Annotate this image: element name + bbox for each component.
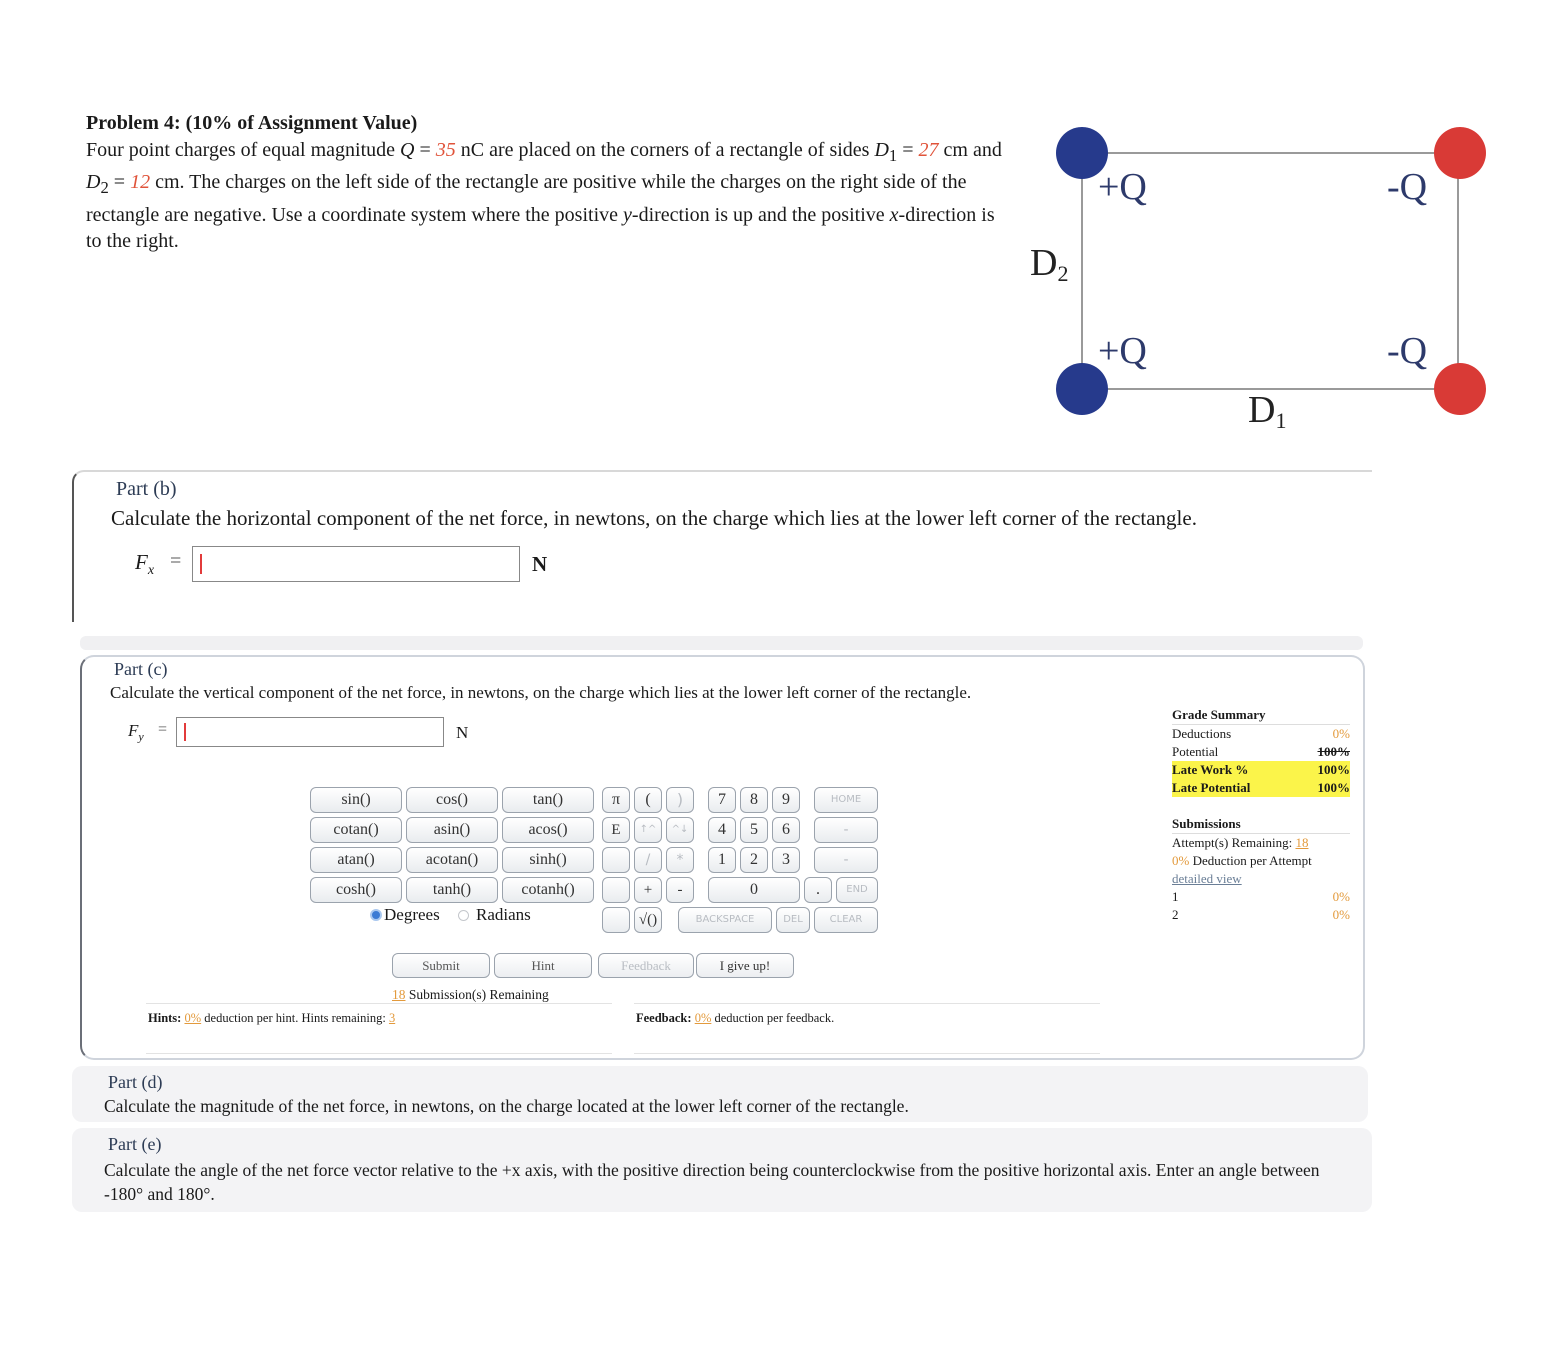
label-bottom-right-charge: -Q [1387, 330, 1428, 372]
late-potential-value: 100% [1317, 780, 1350, 795]
late-work-value: 100% [1317, 762, 1350, 777]
q-symbol: Q [400, 138, 415, 161]
clear-button[interactable]: CLEAR [814, 907, 878, 933]
feedback-info [636, 1011, 834, 1026]
hints-label: Hints: [148, 1011, 182, 1025]
part-b-unit: N [532, 552, 548, 576]
label-d2 [1030, 242, 1068, 286]
cos-button[interactable]: cos() [406, 787, 498, 813]
blank-key-3[interactable] [602, 907, 630, 933]
hints-text: deduction per hint. Hints remaining: [201, 1011, 389, 1025]
blank-key-1[interactable] [602, 847, 630, 873]
charge-top-right [1434, 127, 1486, 179]
up-caret-button[interactable]: ↑^ [634, 817, 662, 843]
part-d-panel[interactable] [72, 1066, 1368, 1122]
atan-button[interactable]: atan() [310, 847, 402, 873]
part-b-var-sub: x [147, 563, 155, 579]
part-d-label: Part (d) [108, 1072, 163, 1092]
detailed-view-link[interactable]: detailed view [1172, 871, 1242, 886]
d2-subscript: 2 [100, 178, 109, 197]
grade-summary [1172, 706, 1350, 924]
attempts-remaining [1172, 834, 1350, 852]
digit-4-button[interactable]: 4 [708, 817, 736, 843]
part-c-question: Calculate the vertical component of the net force, in newtons, on the charge which lies at the lower left corner of the rectangle. [110, 683, 972, 702]
cotan-button[interactable]: cotan() [310, 817, 402, 843]
late-potential-row [1172, 779, 1350, 797]
label-d1 [1248, 389, 1286, 433]
digit-9-button[interactable]: 9 [772, 787, 800, 813]
deductions-value: 0% [1332, 726, 1350, 741]
part-c-var-sub: y [138, 729, 144, 744]
part-b-variable [135, 550, 154, 579]
digit-1-button[interactable]: 1 [708, 847, 736, 873]
attempt-row-1 [1172, 888, 1350, 906]
late-potential-label: Late Potential [1172, 780, 1251, 795]
submissions-title: Submissions [1172, 815, 1350, 834]
blank-key-2[interactable] [602, 877, 630, 903]
part-c-label: Part (c) [114, 659, 168, 679]
deductions-label: Deductions [1172, 726, 1232, 741]
minus-button[interactable]: - [666, 877, 694, 903]
part-c-answer-input[interactable] [176, 717, 444, 747]
end-button[interactable]: END [836, 877, 878, 903]
part-b-panel [72, 470, 1372, 622]
digit-8-button[interactable]: 8 [740, 787, 768, 813]
hints-remaining: 3 [388, 1011, 396, 1025]
part-b-answer-input[interactable] [192, 546, 520, 582]
give-up-button[interactable]: I give up! [696, 953, 794, 978]
plus-button[interactable]: + [634, 877, 662, 903]
cursor-right-button[interactable]: - [814, 847, 878, 873]
label-d2-letter: D [1030, 242, 1058, 284]
part-c-unit: N [456, 723, 469, 742]
submissions-count: 18 [392, 987, 406, 1002]
digit-5-button[interactable]: 5 [740, 817, 768, 843]
potential-row [1172, 743, 1350, 761]
d2-value: 12 [130, 171, 151, 193]
grade-summary-title: Grade Summary [1172, 706, 1350, 725]
part-c-header-bar [80, 636, 1363, 650]
part-c-equals: = [158, 721, 168, 738]
problem-text [86, 137, 1006, 255]
digit-6-button[interactable]: 6 [772, 817, 800, 843]
attempt-number: 2 [1172, 907, 1179, 922]
digit-0-button[interactable]: 0 [708, 877, 800, 903]
part-e-label: Part (e) [108, 1134, 162, 1154]
submit-button[interactable]: Submit [392, 953, 490, 978]
right-paren-button[interactable]: ) [666, 787, 694, 813]
decimal-button[interactable]: . [804, 877, 832, 903]
part-e-panel[interactable] [72, 1128, 1372, 1212]
charge-diagram [1020, 115, 1520, 445]
home-button[interactable]: HOME [814, 787, 878, 813]
submissions-text: Submission(s) Remaining [405, 987, 549, 1002]
degrees-label: Degrees [384, 905, 440, 924]
tan-button[interactable]: tan() [502, 787, 594, 813]
q-value: 35 [435, 138, 456, 161]
radians-label: Radians [476, 905, 531, 924]
d1-subscript: 1 [888, 145, 898, 165]
sinh-button[interactable]: sinh() [502, 847, 594, 873]
part-c-var-letter: F [128, 721, 139, 740]
down-caret-button[interactable]: ^↓ [666, 817, 694, 843]
acotan-button[interactable]: acotan() [406, 847, 498, 873]
part-c-variable [128, 721, 144, 744]
problem-text-3: cm and [938, 138, 1002, 161]
attempt-number: 1 [1172, 889, 1179, 904]
problem-text-2: nC are placed on the corners of a rectangle of sides [455, 138, 875, 161]
left-paren-button[interactable]: ( [634, 787, 662, 813]
tanh-button[interactable]: tanh() [406, 877, 498, 903]
d1-equals: = [897, 138, 919, 161]
text-caret [200, 554, 202, 574]
cursor-left-button[interactable]: - [814, 817, 878, 843]
deduction-pct: 0% [1172, 853, 1190, 868]
delete-button[interactable]: DEL [776, 907, 810, 933]
radians-radio[interactable] [458, 910, 469, 921]
label-d1-sub: 1 [1275, 408, 1287, 433]
backspace-button[interactable]: BACKSPACE [678, 907, 772, 933]
label-top-left-charge: +Q [1098, 166, 1147, 208]
digit-3-button[interactable]: 3 [772, 847, 800, 873]
d2-symbol: D [86, 171, 101, 193]
feedback-divider [634, 1003, 1100, 1004]
part-d-question: Calculate the magnitude of the net force, in newtons, on the charge located at the lower left corner of the rectangle. [104, 1096, 909, 1116]
x-direction: x [889, 203, 899, 226]
part-b-equals: = [170, 550, 182, 572]
feedback-text: deduction per feedback. [711, 1011, 835, 1025]
part-b-question: Calculate the horizontal component of the net force, in newtons, on the charge which lies at the lower left corner of the rectangle. [111, 506, 1197, 530]
cotanh-button[interactable]: cotanh() [502, 877, 594, 903]
hints-pct: 0% [184, 1011, 202, 1025]
attempt-value: 0% [1332, 889, 1350, 904]
text-caret [184, 723, 186, 741]
problem-text-6: -direction is to the right. [86, 203, 995, 252]
part-b-var-letter: F [135, 550, 148, 574]
feedback-pct: 0% [694, 1011, 712, 1025]
hints-info [148, 1011, 395, 1026]
part-b-label: Part (b) [116, 478, 177, 500]
degrees-radio[interactable] [370, 909, 382, 921]
digit-2-button[interactable]: 2 [740, 847, 768, 873]
deduction-text: Deduction per Attempt [1189, 853, 1312, 868]
label-bottom-left-charge: +Q [1098, 330, 1147, 372]
hints-divider [146, 1003, 612, 1004]
deduction-per-attempt [1172, 852, 1350, 870]
problem-text-4: cm. The charges on the left side of the rectangle are positive while the charges on the right side of the rectangle are negative. Use a coordinate system where the positive [86, 171, 967, 226]
label-d1-letter: D [1248, 389, 1276, 431]
sqrt-button[interactable]: √() [634, 907, 662, 933]
problem-text-5: -direction is up and the positive [631, 203, 890, 226]
problem-statement [86, 110, 1006, 255]
late-work-row [1172, 761, 1350, 779]
potential-value: 100% [1317, 744, 1350, 759]
deductions-row [1172, 725, 1350, 743]
hints-divider-bottom [146, 1053, 612, 1054]
asin-button[interactable]: asin() [406, 817, 498, 843]
hint-button[interactable]: Hint [494, 953, 592, 978]
feedback-divider-bottom [634, 1053, 1100, 1054]
attempts-value: 18 [1295, 835, 1309, 850]
exponent-e-button[interactable]: E [602, 817, 630, 843]
sin-button[interactable]: sin() [310, 787, 402, 813]
d2-equals: = [108, 171, 131, 193]
attempt-row-2 [1172, 906, 1350, 924]
attempts-label: Attempt(s) Remaining: [1172, 835, 1296, 850]
d1-value: 27 [918, 138, 939, 161]
part-e-question: Calculate the angle of the net force vector relative to the +x axis, with the positive direction being counterclockwise from the positive horizontal axis. Enter an angle between -180° and 180°. [104, 1160, 1320, 1204]
digit-7-button[interactable]: 7 [708, 787, 736, 813]
label-top-right-charge: -Q [1387, 166, 1428, 208]
problem-title: Problem 4: (10% of Assignment Value) [86, 112, 418, 134]
multiply-button[interactable]: * [666, 847, 694, 873]
d1-symbol: D [874, 138, 889, 161]
attempt-value: 0% [1332, 907, 1350, 922]
feedback-button[interactable]: Feedback [598, 953, 694, 978]
potential-label: Potential [1172, 744, 1219, 759]
charge-bottom-right [1434, 363, 1486, 415]
label-d2-sub: 2 [1057, 261, 1069, 286]
y-direction: y [623, 203, 632, 226]
divide-button[interactable]: / [634, 847, 662, 873]
q-equals: = [414, 138, 436, 161]
feedback-label: Feedback: [636, 1011, 692, 1025]
late-work-label: Late Work % [1172, 762, 1249, 777]
cosh-button[interactable]: cosh() [310, 877, 402, 903]
submissions-remaining [392, 987, 549, 1003]
acos-button[interactable]: acos() [502, 817, 594, 843]
problem-text-1: Four point charges of equal magnitude [86, 138, 401, 161]
pi-button[interactable]: π [602, 787, 630, 813]
